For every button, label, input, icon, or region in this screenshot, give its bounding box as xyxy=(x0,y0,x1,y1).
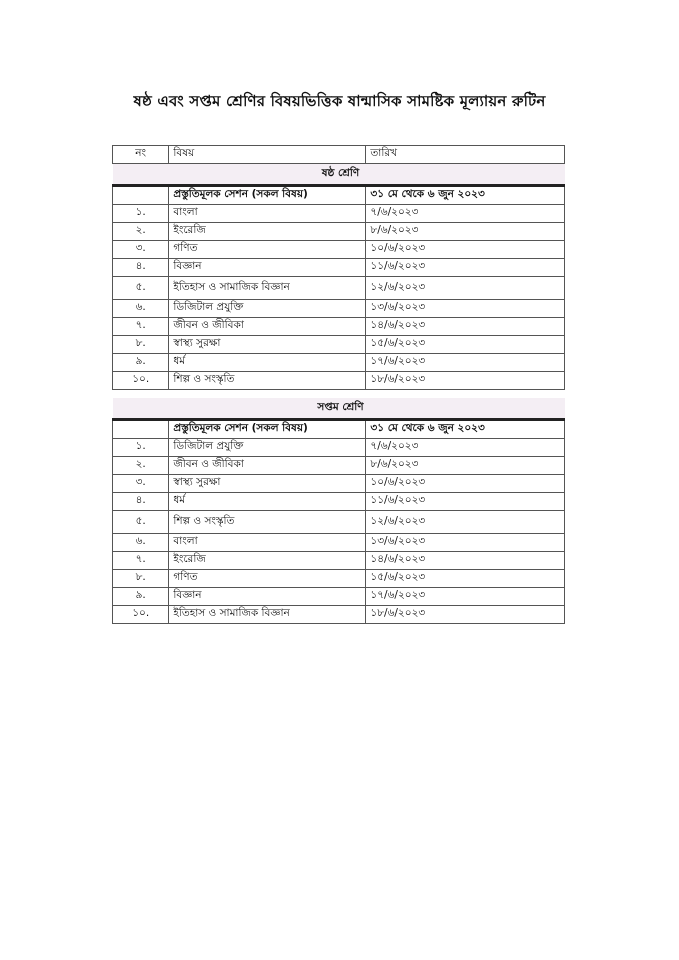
row-date: ১১/৬/২০২৩ xyxy=(366,259,565,277)
header-no: নং xyxy=(113,146,169,164)
row-subject: বিজ্ঞান xyxy=(169,259,366,277)
table-row xyxy=(113,354,565,372)
prep-subject-cell: প্রস্তুতিমূলক সেশন (সকল বিষয়) xyxy=(169,420,366,439)
row-subject: ধর্ম xyxy=(169,493,366,511)
table-row xyxy=(113,318,565,336)
table-row xyxy=(113,606,565,624)
table-row xyxy=(113,511,565,534)
row-date: ১০/৬/২০২৩ xyxy=(366,475,565,493)
row-subject: বাংলা xyxy=(169,534,366,552)
row-number: ১. xyxy=(113,439,169,457)
prep-date-cell: ৩১ মে থেকে ৬ জুন ২০২৩ xyxy=(366,420,565,439)
prep-date-cell: ৩১ মে থেকে ৬ জুন ২০২৩ xyxy=(366,186,565,205)
table-row xyxy=(113,552,565,570)
row-number: ৭. xyxy=(113,552,169,570)
table-row xyxy=(113,259,565,277)
row-number: ৯. xyxy=(113,354,169,372)
header-date: তারিখ xyxy=(366,146,565,164)
row-date: ১৩/৬/২০২৩ xyxy=(366,534,565,552)
row-subject: ইতিহাস ও সামাজিক বিজ্ঞান xyxy=(169,277,366,300)
row-number: ১. xyxy=(113,205,169,223)
row-subject: শিল্প ও সংস্কৃতি xyxy=(169,511,366,534)
row-number: ৬. xyxy=(113,534,169,552)
table-row xyxy=(113,241,565,259)
row-subject: শিল্প ও সংস্কৃতি xyxy=(169,372,366,390)
row-date: ১৫/৬/২০২৩ xyxy=(366,336,565,354)
row-number: ৩. xyxy=(113,475,169,493)
row-number: ২. xyxy=(113,223,169,241)
row-date: ১২/৬/২০২৩ xyxy=(366,277,565,300)
row-number: ৮. xyxy=(113,570,169,588)
table-row xyxy=(113,336,565,354)
row-number: ১০. xyxy=(113,372,169,390)
row-date: ১৮/৬/২০২৩ xyxy=(366,372,565,390)
header-subject: বিষয় xyxy=(169,146,366,164)
row-subject: ইংরেজি xyxy=(169,552,366,570)
table-row xyxy=(113,534,565,552)
table-row xyxy=(113,493,565,511)
section-heading-row xyxy=(113,164,565,186)
section-gap-cell xyxy=(113,390,565,399)
row-number: ৫. xyxy=(113,277,169,300)
row-subject: স্বাস্থ্য সুরক্ষা xyxy=(169,336,366,354)
row-subject: গণিত xyxy=(169,570,366,588)
row-date: ১৭/৬/২০২৩ xyxy=(366,588,565,606)
table-row xyxy=(113,372,565,390)
section-heading-row xyxy=(113,398,565,420)
row-number: ৩. xyxy=(113,241,169,259)
prep-no-cell xyxy=(113,186,169,205)
row-number: ৬. xyxy=(113,300,169,318)
row-number: ৪. xyxy=(113,259,169,277)
table-row xyxy=(113,277,565,300)
row-subject: বিজ্ঞান xyxy=(169,588,366,606)
section-heading: সপ্তম শ্রেণি xyxy=(113,398,565,420)
row-subject: গণিত xyxy=(169,241,366,259)
table-row xyxy=(113,300,565,318)
row-date: ১৪/৬/২০২৩ xyxy=(366,552,565,570)
row-date: ১১/৬/২০২৩ xyxy=(366,493,565,511)
table-row xyxy=(113,205,565,223)
row-subject: ইতিহাস ও সামাজিক বিজ্ঞান xyxy=(169,606,366,624)
row-date: ১২/৬/২০২৩ xyxy=(366,511,565,534)
prep-subject-cell: প্রস্তুতিমূলক সেশন (সকল বিষয়) xyxy=(169,186,366,205)
table-row xyxy=(113,457,565,475)
prep-no-cell xyxy=(113,420,169,439)
routine-table xyxy=(112,145,565,624)
row-subject: ইংরেজি xyxy=(169,223,366,241)
row-number: ৭. xyxy=(113,318,169,336)
row-date: ৮/৬/২০২৩ xyxy=(366,457,565,475)
row-date: ৭/৬/২০২৩ xyxy=(366,439,565,457)
row-subject: ডিজিটাল প্রযুক্তি xyxy=(169,439,366,457)
table-row xyxy=(113,588,565,606)
row-subject: বাংলা xyxy=(169,205,366,223)
table-row xyxy=(113,570,565,588)
prep-session-row xyxy=(113,420,565,439)
row-date: ১৩/৬/২০২৩ xyxy=(366,300,565,318)
table-header-row xyxy=(113,146,565,164)
row-subject: ডিজিটাল প্রযুক্তি xyxy=(169,300,366,318)
page-title: ষষ্ঠ এবং সপ্তম শ্রেণির বিষয়ভিত্তিক ষান্মাসিক সামষ্টিক মূল্যায়ন রুটিন xyxy=(133,92,546,110)
table-row xyxy=(113,475,565,493)
table-row xyxy=(113,223,565,241)
row-subject: জীবন ও জীবিকা xyxy=(169,457,366,475)
row-number: ৪. xyxy=(113,493,169,511)
prep-session-row xyxy=(113,186,565,205)
row-date: ১০/৬/২০২৩ xyxy=(366,241,565,259)
row-number: ৯. xyxy=(113,588,169,606)
table-row xyxy=(113,439,565,457)
row-date: ১৭/৬/২০২৩ xyxy=(366,354,565,372)
row-number: ৫. xyxy=(113,511,169,534)
row-date: ১৮/৬/২০২৩ xyxy=(366,606,565,624)
row-date: ৮/৬/২০২৩ xyxy=(366,223,565,241)
row-number: ১০. xyxy=(113,606,169,624)
section-heading: ষষ্ঠ শ্রেণি xyxy=(113,164,565,186)
row-date: ১৪/৬/২০২৩ xyxy=(366,318,565,336)
row-subject: ধর্ম xyxy=(169,354,366,372)
row-subject: স্বাস্থ্য সুরক্ষা xyxy=(169,475,366,493)
row-subject: জীবন ও জীবিকা xyxy=(169,318,366,336)
section-gap xyxy=(113,390,565,399)
row-date: ৭/৬/২০২৩ xyxy=(366,205,565,223)
row-date: ১৫/৬/২০২৩ xyxy=(366,570,565,588)
row-number: ২. xyxy=(113,457,169,475)
row-number: ৮. xyxy=(113,336,169,354)
